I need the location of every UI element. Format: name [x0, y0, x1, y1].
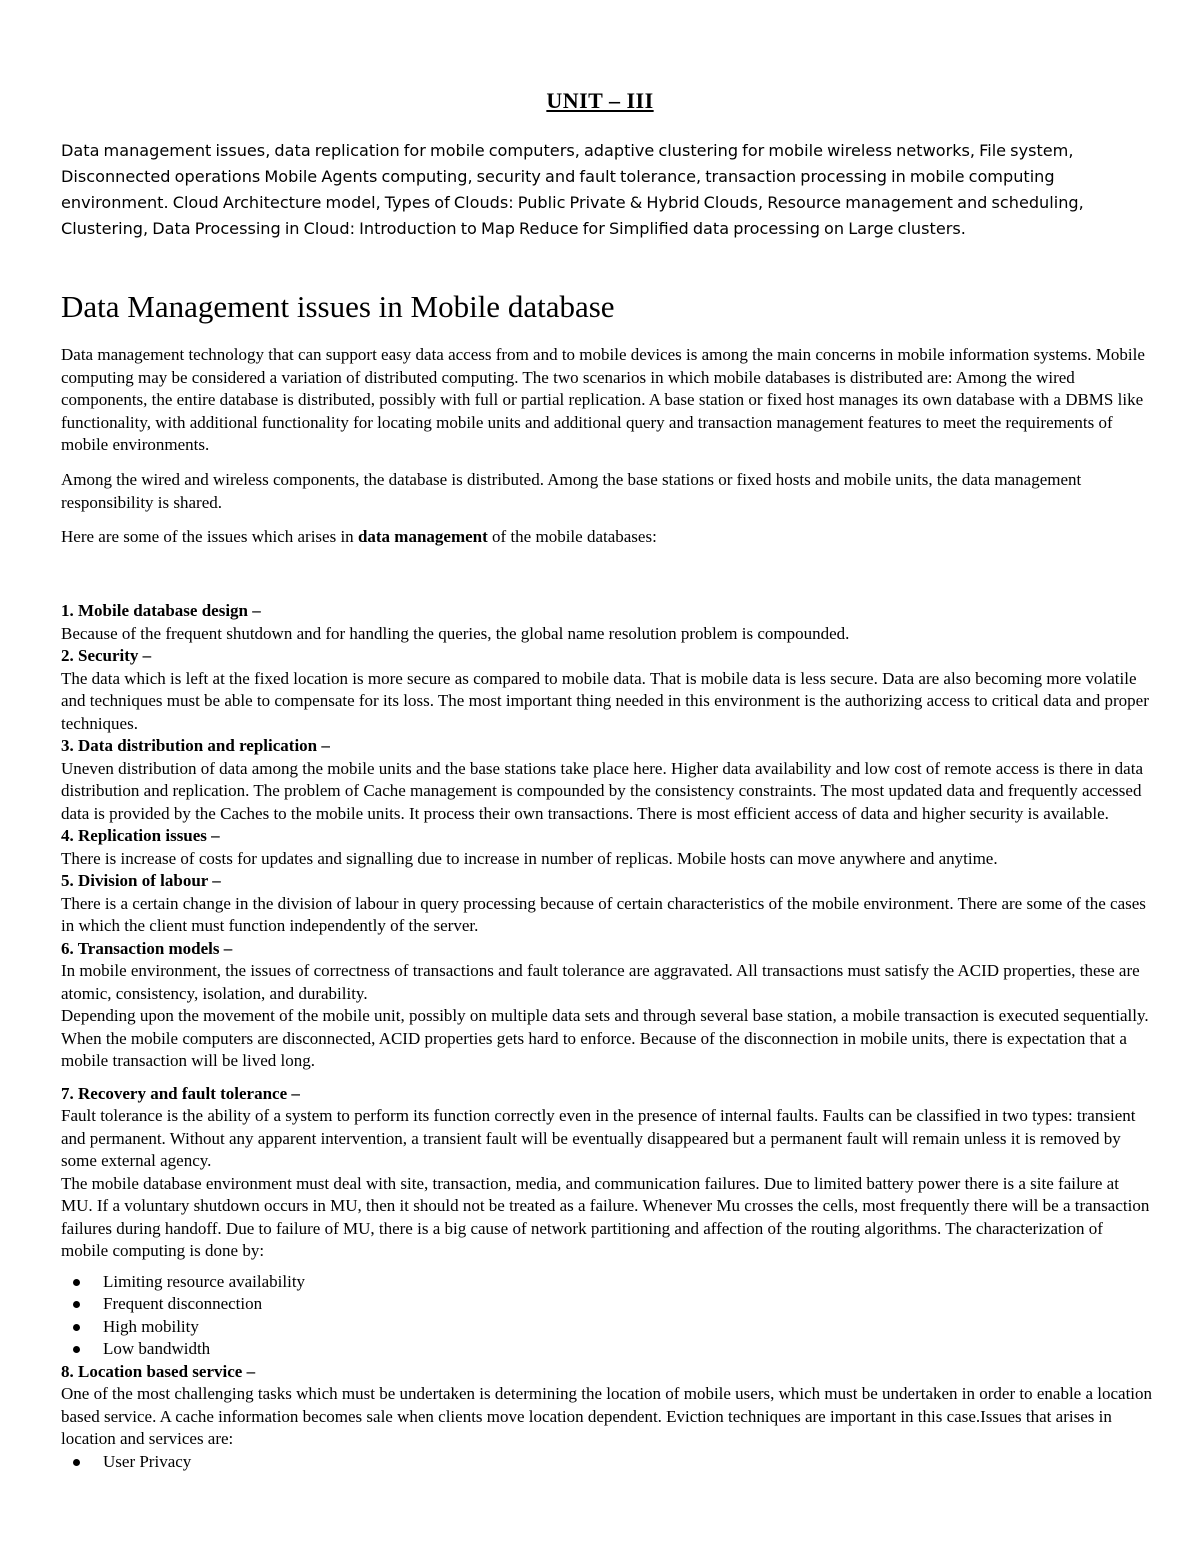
issue-1-text: Because of the frequent shutdown and for handling the queries, the global name resolution problem is compounded. [61, 623, 850, 643]
intro-paragraph-3-text [61, 526, 1153, 549]
issue-6-text-1: In mobile environment, the issues of correctness of transactions and fault tolerance are aggravated. All transactions must satisfy the ACID properties, these are atomic, consistency, isolation, and durability. [61, 961, 1140, 1003]
issue-7-text-1: Fault tolerance is the ability of a system to perform its function correctly even in the presence of internal faults. Faults can be classified in two types: transient and permanent. Without any apparent intervention, a transient fault will be eventually disappeared but a permanent fault will remain unless it is removed by some external agency. [61, 1106, 1136, 1170]
syllabus-paragraph: Data management issues, data replication for mobile computers, adaptive clustering for mobile wireless networks, File system, Disconnected operations Mobile Agents computing, security and fault tolerance, transaction processing in mobile computing environment. Cloud Architecture model, Types of Clouds: Public Private & Hybrid Clouds, Resource management and scheduling, Clustering, Data Processing in Cloud: Introduction to Map Reduce for Simplified data processing on Large clusters. [61, 141, 1084, 238]
issue-6-heading: 6. Transaction models – [61, 938, 233, 958]
bullet-icon [73, 1279, 80, 1286]
intro-paragraph-1 [61, 344, 1153, 457]
issue-3-text: Uneven distribution of data among the mobile units and the base stations take place here. Higher data availability and low cost of remote access is there in data distribution and replication. The problem of Cache management is compounded by the consistency constraints. The most updated data and frequently accessed data is provided by the Caches to the mobile units. It process their own transactions. There is most efficient access of data and higher security is available. [61, 758, 1143, 823]
intro-paragraph-2-text: Among the wired and wireless components, the database is distributed. Among the base stations or fixed hosts and mobile units, the data management responsibility is shared. [61, 470, 1082, 512]
bullet-text: Limiting resource availability [103, 1271, 306, 1291]
issue-8-text: One of the most challenging tasks which must be undertaken is determining the location of mobile users, which must be undertaken in order to enable a location based service. A cache information becomes sale when clients move location dependent. Eviction techniques are important in this case.Issues that arises in location and services are: [61, 1384, 1153, 1448]
issue-5-text: There is a certain change in the division of labour in query processing because of certain characteristics of the mobile environment. There are some of the cases in which the client must function independently of the server. [61, 893, 1146, 935]
bullet-icon [73, 1301, 80, 1308]
bullet-icon [73, 1346, 80, 1353]
unit-title: UNIT – III [546, 88, 654, 113]
bullet-text: High mobility [103, 1316, 199, 1336]
issue-2-heading: 2. Security – [61, 646, 152, 665]
issue-1-heading: 1. Mobile database design – [61, 601, 261, 620]
intro-p3-before: Here are some of the issues which arises in [61, 527, 358, 546]
issue-2-text: The data which is left at the fixed location is more secure as compared to mobile data. That is mobile data is less secure. Data are also becoming more volatile and techniques must be able to compensate for its loss. The most important thing needed in this environment is the authorizing access to critical data and proper techniques. [61, 668, 1149, 733]
bullet-text: Low bandwidth [103, 1339, 211, 1358]
intro-p3-after: of the mobile databases: [487, 527, 657, 546]
issue-7-text-2: The mobile database environment must deal with site, transaction, media, and communication failures. Due to limited battery power there is a site failure at MU. If a voluntary shutdown occurs in MU, then it should not be treated as a failure. Whenever Mu crosses the cells, most frequently there will be a transaction failures during handoff. Due to failure of MU, there is a big cause of network partitioning and affection of the routing algorithms. The characterization of mobile computing is done by: [61, 1173, 1150, 1260]
issue-4-text: There is increase of costs for updates and signalling due to increase in number of replicas. Mobile hosts can move anywhere and anytime. [61, 848, 998, 868]
issue-4-heading: 4. Replication issues – [61, 826, 220, 845]
bullet-text: User Privacy [103, 1451, 192, 1471]
issue-5-heading: 5. Division of labour – [61, 871, 221, 890]
issue-3-heading: 3. Data distribution and replication – [61, 736, 330, 755]
bullet-text: Frequent disconnection [103, 1294, 263, 1313]
list-item [61, 1271, 1153, 1294]
issue-7-bullet-list [61, 1271, 1153, 1361]
intro-p3-bold: data management [357, 527, 488, 546]
intro-paragraph-2 [61, 469, 1153, 514]
issue-8-bullet-list [61, 1451, 1153, 1474]
bullet-icon [73, 1459, 80, 1466]
issues-list [61, 600, 1153, 1473]
issue-8-heading: 8. Location based service – [61, 1361, 256, 1381]
list-item [61, 1293, 1153, 1316]
section-heading: Data Management issues in Mobile database [61, 289, 615, 324]
issue-6-text-2: Depending upon the movement of the mobile unit, possibly on multiple data sets and through several base station, a mobile transaction is executed sequentially. When the mobile computers are disconnected, ACID properties gets hard to enforce. Because of the disconnection in mobile units, there is expectation that a mobile transaction will be lived long. [61, 1006, 1149, 1070]
intro-paragraph-1-text: Data management technology that can support easy data access from and to mobile devices is among the main concerns in mobile information systems. Mobile computing may be considered a variation of distributed computing. The two scenarios in which mobile databases is distributed are: Among the wired components, the entire database is distributed, possibly with full or partial replication. A base station or fixed host manages its own database with a DBMS like functionality, with additional functionality for locating mobile units and additional query and transaction management features to meet the requirements of mobile environments. [61, 345, 1145, 454]
issue-7-heading: 7. Recovery and fault tolerance – [61, 1083, 300, 1103]
list-item [61, 1451, 1153, 1474]
intro-paragraph-3 [61, 526, 1153, 549]
list-item [61, 1316, 1153, 1339]
bullet-icon [73, 1324, 80, 1331]
list-item [61, 1338, 1153, 1361]
